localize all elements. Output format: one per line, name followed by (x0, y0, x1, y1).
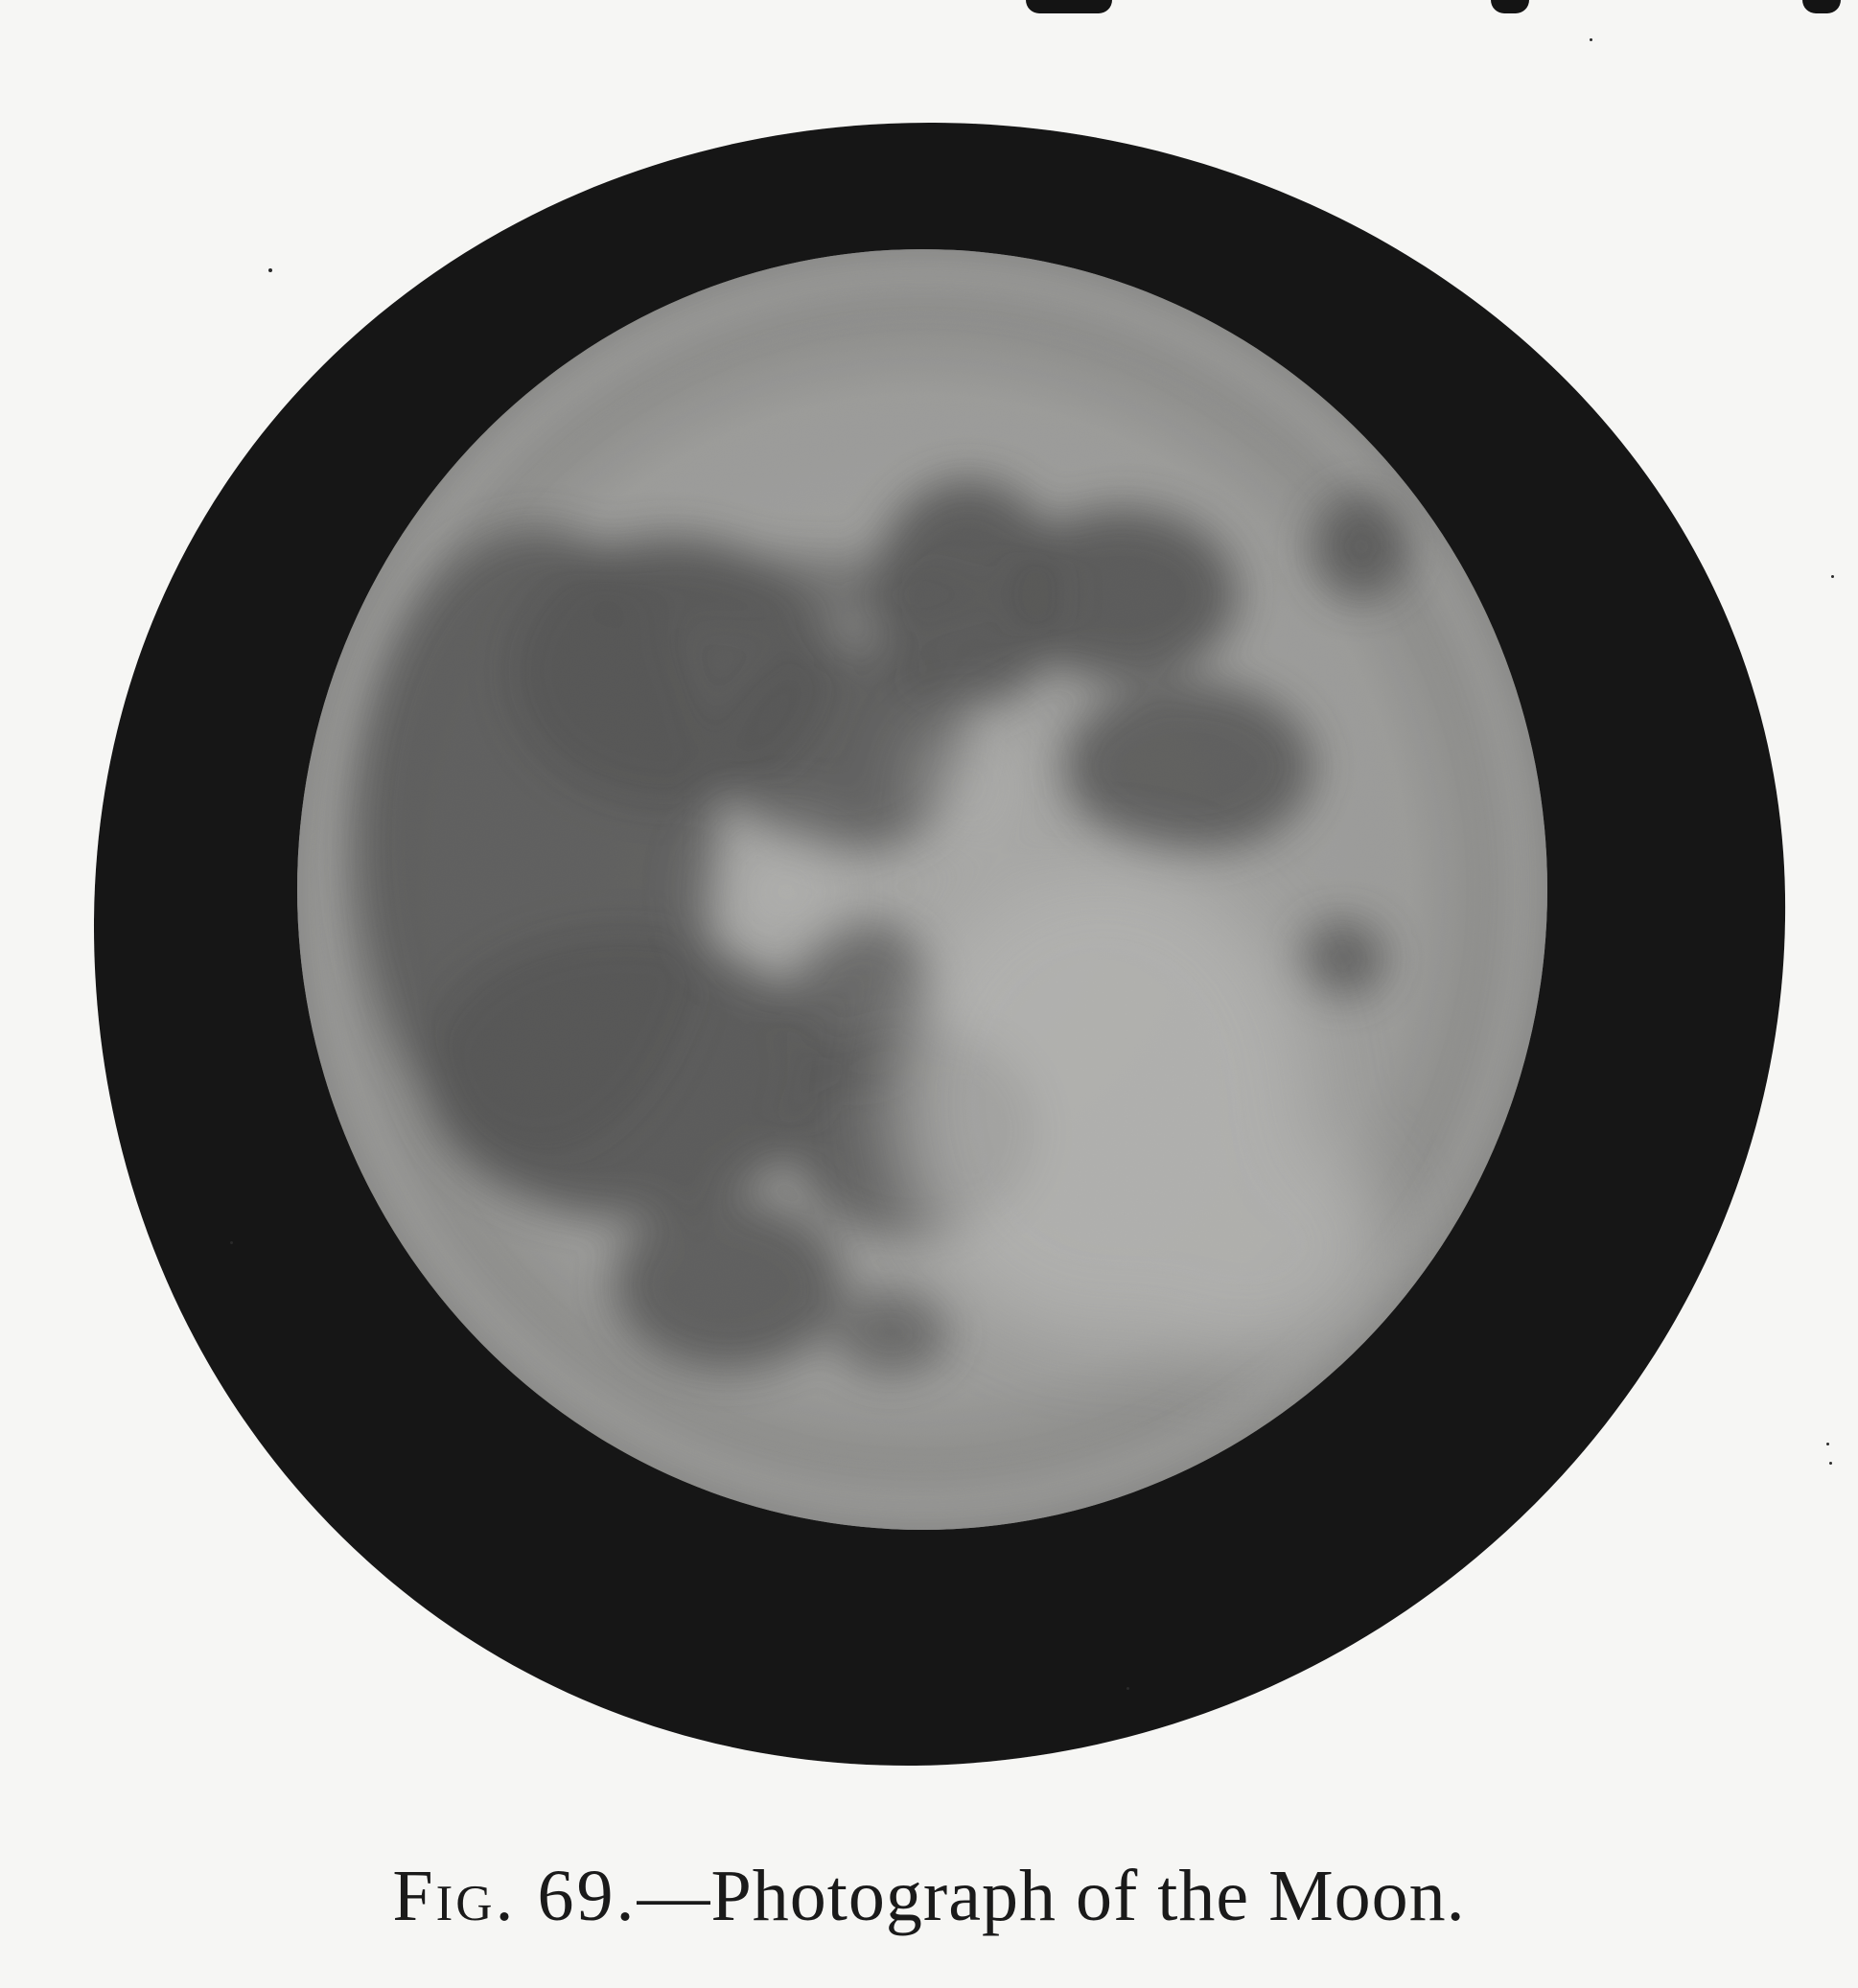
figure-caption (0, 1855, 1858, 1938)
figure-caption-text: —Photograph of the Moon. (637, 1856, 1466, 1936)
figure-number: Fig. 69. (392, 1856, 638, 1936)
